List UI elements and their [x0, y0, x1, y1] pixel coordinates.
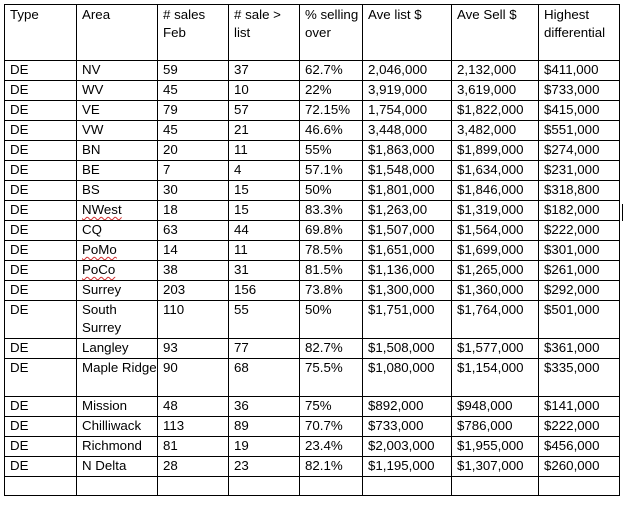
sales-table [4, 4, 620, 496]
cell-sale-over-list[interactable]: 31 [229, 261, 300, 281]
cell-sales-feb[interactable]: 45 [158, 121, 229, 141]
table-row [5, 81, 620, 101]
cell-ave-sell[interactable]: 3,482,000 [452, 121, 539, 141]
cell-pct-selling-over[interactable]: 73.8% [300, 281, 363, 301]
cell-type[interactable]: DE [5, 417, 77, 437]
cell-sale-over-list[interactable]: 68 [229, 359, 300, 397]
cell-ave-sell[interactable]: $1,699,000 [452, 241, 539, 261]
cell-area[interactable]: N Delta [77, 457, 158, 477]
cell-type[interactable]: DE [5, 101, 77, 121]
cell-pct-selling-over[interactable]: 72.15% [300, 101, 363, 121]
cell-ave-list[interactable]: 1,754,000 [363, 101, 452, 121]
table-row [5, 221, 620, 241]
cell-sales-feb[interactable]: 63 [158, 221, 229, 241]
cell-sales-feb[interactable]: 203 [158, 281, 229, 301]
cell-sales-feb[interactable]: 14 [158, 241, 229, 261]
cell-highest-differential[interactable]: $415,000 [539, 101, 620, 121]
header-row [5, 5, 620, 61]
cell-sale-over-list[interactable]: 21 [229, 121, 300, 141]
empty-cell[interactable] [452, 477, 539, 496]
cell-pct-selling-over[interactable]: 75.5% [300, 359, 363, 397]
cell-area[interactable]: VE [77, 101, 158, 121]
cell-ave-list[interactable]: 3,919,000 [363, 81, 452, 101]
cell-highest-differential[interactable]: $222,000 [539, 221, 620, 241]
cell-ave-sell[interactable]: 2,132,000 [452, 61, 539, 81]
cell-pct-selling-over[interactable]: 57.1% [300, 161, 363, 181]
cell-ave-list[interactable]: $1,508,000 [363, 339, 452, 359]
header-ave-list[interactable]: Ave list $ [363, 5, 452, 61]
cell-type[interactable]: DE [5, 141, 77, 161]
cell-pct-selling-over[interactable]: 50% [300, 301, 363, 339]
header-type[interactable]: Type [5, 5, 77, 61]
cell-ave-list[interactable]: $1,801,000 [363, 181, 452, 201]
cell-sales-feb[interactable]: 113 [158, 417, 229, 437]
cell-sale-over-list[interactable]: 19 [229, 437, 300, 457]
cell-ave-sell[interactable]: $1,764,000 [452, 301, 539, 339]
cell-area[interactable]: BN [77, 141, 158, 161]
table-row [5, 417, 620, 437]
cell-sales-feb[interactable]: 59 [158, 61, 229, 81]
cell-pct-selling-over[interactable]: 82.1% [300, 457, 363, 477]
header-area[interactable]: Area [77, 5, 158, 61]
cell-sales-feb[interactable]: 30 [158, 181, 229, 201]
table-row [5, 457, 620, 477]
cell-highest-differential[interactable]: $222,000 [539, 417, 620, 437]
cell-type[interactable]: DE [5, 181, 77, 201]
cell-ave-list[interactable]: $1,651,000 [363, 241, 452, 261]
cell-ave-sell[interactable]: $1,265,000 [452, 261, 539, 281]
cell-ave-sell[interactable]: $948,000 [452, 397, 539, 417]
cell-sale-over-list[interactable]: 37 [229, 61, 300, 81]
cell-ave-list[interactable]: 2,046,000 [363, 61, 452, 81]
empty-cell[interactable] [158, 477, 229, 496]
cell-ave-sell[interactable]: $1,577,000 [452, 339, 539, 359]
cell-sale-over-list[interactable]: 57 [229, 101, 300, 121]
header-sales-feb[interactable]: # sales Feb [158, 5, 229, 61]
cell-pct-selling-over[interactable]: 75% [300, 397, 363, 417]
cell-highest-differential[interactable]: $318,800 [539, 181, 620, 201]
cell-sales-feb[interactable]: 18 [158, 201, 229, 221]
cell-ave-sell[interactable]: $1,846,000 [452, 181, 539, 201]
table-row [5, 359, 620, 397]
cell-highest-differential[interactable]: $551,000 [539, 121, 620, 141]
cell-ave-sell[interactable]: $786,000 [452, 417, 539, 437]
cell-sales-feb[interactable]: 79 [158, 101, 229, 121]
table-row [5, 181, 620, 201]
cell-highest-differential[interactable]: $182,000 [539, 201, 620, 221]
cell-ave-list[interactable]: $1,080,000 [363, 359, 452, 397]
cell-type[interactable]: DE [5, 359, 77, 397]
cell-area[interactable]: Surrey [77, 281, 158, 301]
cell-area[interactable]: BE [77, 161, 158, 181]
cell-pct-selling-over[interactable]: 46.6% [300, 121, 363, 141]
cell-area[interactable]: Langley [77, 339, 158, 359]
cell-highest-differential[interactable]: $301,000 [539, 241, 620, 261]
cell-sales-feb[interactable]: 93 [158, 339, 229, 359]
cell-sales-feb[interactable]: 81 [158, 437, 229, 457]
cell-ave-list[interactable]: $733,000 [363, 417, 452, 437]
empty-cell[interactable] [363, 477, 452, 496]
cell-area[interactable] [77, 261, 158, 281]
cell-pct-selling-over[interactable]: 82.7% [300, 339, 363, 359]
cell-area[interactable]: Richmond [77, 437, 158, 457]
cell-sale-over-list[interactable]: 44 [229, 221, 300, 241]
cell-area[interactable]: NV [77, 61, 158, 81]
cell-area[interactable]: Chilliwack [77, 417, 158, 437]
cell-type[interactable]: DE [5, 61, 77, 81]
cell-type[interactable]: DE [5, 457, 77, 477]
cell-pct-selling-over[interactable]: 83.3% [300, 201, 363, 221]
cell-area[interactable]: WV [77, 81, 158, 101]
empty-cell[interactable] [5, 477, 77, 496]
cell-type[interactable]: DE [5, 281, 77, 301]
spelling-flag: PoCo [82, 262, 116, 277]
table-row [5, 281, 620, 301]
cell-sales-feb[interactable]: 7 [158, 161, 229, 181]
cell-sale-over-list[interactable]: 11 [229, 141, 300, 161]
cell-ave-sell[interactable]: $1,899,000 [452, 141, 539, 161]
cell-pct-selling-over[interactable]: 81.5% [300, 261, 363, 281]
cell-ave-list[interactable]: $1,300,000 [363, 281, 452, 301]
cell-ave-sell[interactable]: $1,564,000 [452, 221, 539, 241]
cell-ave-list[interactable]: $892,000 [363, 397, 452, 417]
cell-highest-differential[interactable]: $261,000 [539, 261, 620, 281]
cell-ave-list[interactable]: $2,003,000 [363, 437, 452, 457]
cell-sales-feb[interactable]: 90 [158, 359, 229, 397]
header-sale-over-list[interactable]: # sale > list [229, 5, 300, 61]
cell-sales-feb[interactable]: 20 [158, 141, 229, 161]
cell-ave-sell[interactable]: $1,634,000 [452, 161, 539, 181]
header-ave-sell[interactable]: Ave Sell $ [452, 5, 539, 61]
spelling-flag: NWest [82, 202, 122, 217]
cell-highest-differential[interactable]: $733,000 [539, 81, 620, 101]
cell-sale-over-list[interactable]: 15 [229, 201, 300, 221]
cell-area[interactable]: South Surrey [77, 301, 158, 339]
cell-pct-selling-over[interactable]: 22% [300, 81, 363, 101]
empty-cell[interactable] [300, 477, 363, 496]
cell-ave-list[interactable]: $1,751,000 [363, 301, 452, 339]
text-cursor [622, 204, 623, 221]
cell-ave-sell[interactable]: $1,360,000 [452, 281, 539, 301]
cell-type[interactable]: DE [5, 301, 77, 339]
cell-highest-differential[interactable]: $292,000 [539, 281, 620, 301]
table-row [5, 261, 620, 281]
cell-ave-list[interactable]: $1,195,000 [363, 457, 452, 477]
cell-ave-sell[interactable]: $1,154,000 [452, 359, 539, 397]
cell-sales-feb[interactable]: 45 [158, 81, 229, 101]
cell-sale-over-list[interactable]: 11 [229, 241, 300, 261]
cell-ave-list[interactable]: $1,263,00 [363, 201, 452, 221]
cell-type[interactable]: DE [5, 241, 77, 261]
table-row [5, 61, 620, 81]
cell-area[interactable]: VW [77, 121, 158, 141]
cell-highest-differential[interactable]: $260,000 [539, 457, 620, 477]
table-row [5, 437, 620, 457]
table-row [5, 201, 620, 221]
cell-sales-feb[interactable]: 38 [158, 261, 229, 281]
cell-ave-sell[interactable]: $1,822,000 [452, 101, 539, 121]
empty-cell[interactable] [229, 477, 300, 496]
cell-type[interactable]: DE [5, 221, 77, 241]
cell-sale-over-list[interactable]: 55 [229, 301, 300, 339]
cell-highest-differential[interactable]: $411,000 [539, 61, 620, 81]
cell-pct-selling-over[interactable]: 70.7% [300, 417, 363, 437]
cell-area[interactable]: BS [77, 181, 158, 201]
cell-highest-differential[interactable]: $141,000 [539, 397, 620, 417]
cell-sale-over-list[interactable]: 15 [229, 181, 300, 201]
table-row [5, 141, 620, 161]
cell-area[interactable]: CQ [77, 221, 158, 241]
cell-sale-over-list[interactable]: 77 [229, 339, 300, 359]
cell-pct-selling-over[interactable]: 55% [300, 141, 363, 161]
table-row [5, 301, 620, 339]
cell-pct-selling-over[interactable]: 78.5% [300, 241, 363, 261]
empty-cell[interactable] [77, 477, 158, 496]
cell-ave-sell[interactable]: $1,319,000 [452, 201, 539, 221]
cell-sale-over-list[interactable]: 10 [229, 81, 300, 101]
cell-highest-differential[interactable]: $501,000 [539, 301, 620, 339]
cell-sales-feb[interactable]: 28 [158, 457, 229, 477]
cell-type[interactable]: DE [5, 397, 77, 417]
cell-ave-list[interactable]: $1,548,000 [363, 161, 452, 181]
cell-sale-over-list[interactable]: 36 [229, 397, 300, 417]
cell-ave-sell[interactable]: 3,619,000 [452, 81, 539, 101]
cell-sales-feb[interactable]: 48 [158, 397, 229, 417]
cell-ave-list[interactable]: $1,863,000 [363, 141, 452, 161]
cell-ave-sell[interactable]: $1,955,000 [452, 437, 539, 457]
empty-cell[interactable] [539, 477, 620, 496]
cell-area[interactable]: Maple Ridge [77, 359, 158, 397]
cell-sale-over-list[interactable]: 156 [229, 281, 300, 301]
cell-sale-over-list[interactable]: 4 [229, 161, 300, 181]
cell-ave-list[interactable]: $1,136,000 [363, 261, 452, 281]
header-highest-differential[interactable]: Highest differential [539, 5, 620, 61]
cell-highest-differential[interactable]: $361,000 [539, 339, 620, 359]
cell-highest-differential[interactable]: $456,000 [539, 437, 620, 457]
cell-type[interactable]: DE [5, 201, 77, 221]
cell-area[interactable] [77, 201, 158, 221]
cell-pct-selling-over[interactable]: 69.8% [300, 221, 363, 241]
cell-area[interactable] [77, 241, 158, 261]
table-row [5, 397, 620, 417]
cell-sale-over-list[interactable]: 23 [229, 457, 300, 477]
cell-ave-list[interactable]: 3,448,000 [363, 121, 452, 141]
table-row [5, 161, 620, 181]
cell-highest-differential[interactable]: $335,000 [539, 359, 620, 397]
empty-row [5, 477, 620, 496]
cell-ave-list[interactable]: $1,507,000 [363, 221, 452, 241]
cell-type[interactable]: DE [5, 121, 77, 141]
spelling-flag: PoMo [82, 242, 117, 257]
cell-pct-selling-over[interactable]: 23.4% [300, 437, 363, 457]
cell-type[interactable]: DE [5, 339, 77, 359]
cell-highest-differential[interactable]: $274,000 [539, 141, 620, 161]
cell-type[interactable]: DE [5, 161, 77, 181]
cell-sale-over-list[interactable]: 89 [229, 417, 300, 437]
cell-ave-sell[interactable]: $1,307,000 [452, 457, 539, 477]
cell-type[interactable]: DE [5, 81, 77, 101]
cell-sales-feb[interactable]: 110 [158, 301, 229, 339]
cell-pct-selling-over[interactable]: 50% [300, 181, 363, 201]
table-row [5, 241, 620, 261]
cell-type[interactable]: DE [5, 437, 77, 457]
cell-highest-differential[interactable]: $231,000 [539, 161, 620, 181]
cell-area[interactable]: Mission [77, 397, 158, 417]
table-row [5, 339, 620, 359]
header-pct-selling-over[interactable]: % selling over [300, 5, 363, 61]
cell-type[interactable]: DE [5, 261, 77, 281]
table-row [5, 121, 620, 141]
cell-pct-selling-over[interactable]: 62.7% [300, 61, 363, 81]
table-row [5, 101, 620, 121]
